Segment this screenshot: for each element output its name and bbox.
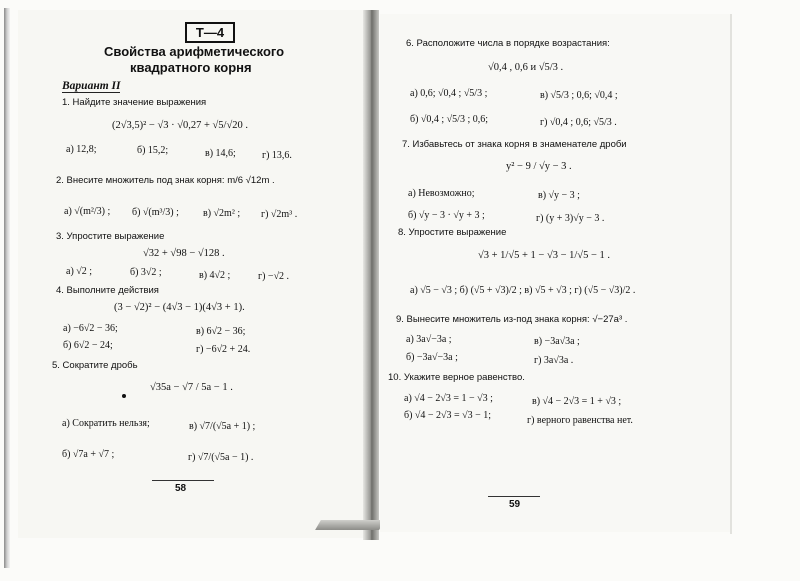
q8-label: 8. Упростите выражение [398, 227, 507, 238]
q6-option-a: а) 0,6; √0,4 ; √5/3 ; [410, 88, 488, 99]
q2-option-b: б) √(m³/3) ; [132, 207, 179, 218]
q9-option-a: а) 3a√−3a ; [406, 334, 452, 345]
book-spine [363, 10, 379, 540]
q1-option-d: г) 13,6. [262, 150, 292, 161]
q3-option-c: в) 4√2 ; [199, 270, 231, 281]
q10-option-a: а) √4 − 2√3 = 1 − √3 ; [404, 393, 493, 404]
q6-expression: √0,4 , 0,6 и √5/3 . [488, 62, 564, 73]
test-id-box: Т—4 [185, 22, 235, 43]
q3-expression: √32 + √98 − √128 . [143, 248, 225, 259]
q9-label: 9. Вынесите множитель из-под знака корня: √−27a³ . [396, 314, 628, 325]
q4-option-d: г) −6√2 + 24. [196, 344, 251, 355]
ink-dot [122, 394, 126, 398]
q6-label: 6. Расположите числа в порядке возрастания: [406, 38, 610, 49]
footer-rule-right [488, 496, 540, 497]
q2-label: 2. Внесите множитель под знак корня: m/6 √12m . [56, 175, 275, 186]
q4-option-c: в) 6√2 − 36; [196, 326, 246, 337]
q9-option-d: г) 3a√3a . [534, 355, 574, 366]
q10-option-b: б) √4 − 2√3 = √3 − 1; [404, 410, 492, 421]
footer-rule-left [152, 480, 214, 481]
q9-option-c: в) −3a√3a ; [534, 336, 580, 347]
q7-option-a: а) Невозможно; [408, 188, 475, 199]
q5-option-b: б) √7a + √7 ; [62, 449, 115, 460]
q4-option-a: а) −6√2 − 36; [63, 323, 118, 334]
q1-label: 1. Найдите значение выражения [62, 97, 207, 108]
q8-expression: √3 + 1/√5 + 1 − √3 − 1/√5 − 1 . [478, 250, 610, 261]
q7-label: 7. Избавьтесь от знака корня в знаменателе дроби [402, 139, 627, 150]
q3-option-d: г) −√2 . [258, 271, 290, 282]
q2-option-a: а) √(m²/3) ; [64, 206, 111, 217]
q8-options: а) √5 − √3 ; б) (√5 + √3)/2 ; в) √5 + √3 ; г) (√5 − √3)/2 . [410, 285, 636, 296]
q5-label: 5. Сократите дробь [52, 360, 138, 371]
q10-option-d: г) верного равенства нет. [527, 415, 633, 426]
q5-expression: √35a − √7 / 5a − 1 . [150, 382, 233, 393]
q7-option-b: б) √y − 3 · √y + 3 ; [408, 210, 485, 221]
q5-option-d: г) √7/(√5a − 1) . [188, 452, 254, 463]
q7-option-d: г) (y + 3)√y − 3 . [536, 213, 605, 224]
q4-option-b: б) 6√2 − 24; [63, 340, 113, 351]
q3-label: 3. Упростите выражение [56, 231, 165, 242]
q3-option-b: б) 3√2 ; [130, 267, 162, 278]
q5-option-c: в) √7/(√5a + 1) ; [189, 421, 256, 432]
q1-option-b: б) 15,2; [137, 145, 169, 156]
q2-option-c: в) √2m² ; [203, 208, 241, 219]
page-stack-edge [4, 8, 10, 568]
q1-expression: (2√3,5)² − √3 · √0,27 + √5/√20 . [112, 120, 248, 131]
q7-option-c: в) √y − 3 ; [538, 190, 580, 201]
q4-label: 4. Выполните действия [56, 285, 159, 296]
q1-option-c: в) 14,6; [205, 148, 236, 159]
q6-option-d: г) √0,4 ; 0,6; √5/3 . [540, 117, 617, 128]
q4-expression: (3 − √2)² − (4√3 − 1)(4√3 + 1). [114, 302, 245, 313]
q10-option-c: в) √4 − 2√3 = 1 + √3 ; [532, 396, 622, 407]
q6-option-c: в) √5/3 ; 0,6; √0,4 ; [540, 90, 618, 101]
page-number-right: 59 [509, 499, 521, 510]
page-number-left: 58 [175, 483, 187, 494]
title-line-2: квадратного корня [130, 60, 252, 75]
q6-option-b: б) √0,4 ; √5/3 ; 0,6; [410, 114, 489, 125]
right-page-edge [730, 14, 732, 534]
q1-option-a: а) 12,8; [66, 144, 97, 155]
q5-option-a: а) Сократить нельзя; [62, 418, 150, 429]
variant-heading: Вариант II [62, 80, 121, 92]
q7-expression: y² − 9 / √y − 3 . [506, 161, 572, 172]
title-line-1: Свойства арифметического [104, 44, 285, 59]
q2-option-d: г) √2m³ . [261, 209, 298, 220]
q10-label: 10. Укажите верное равенство. [388, 372, 525, 383]
spine-shadow [315, 520, 385, 530]
q9-option-b: б) −3a√−3a ; [406, 352, 458, 363]
q3-option-a: а) √2 ; [66, 266, 93, 277]
